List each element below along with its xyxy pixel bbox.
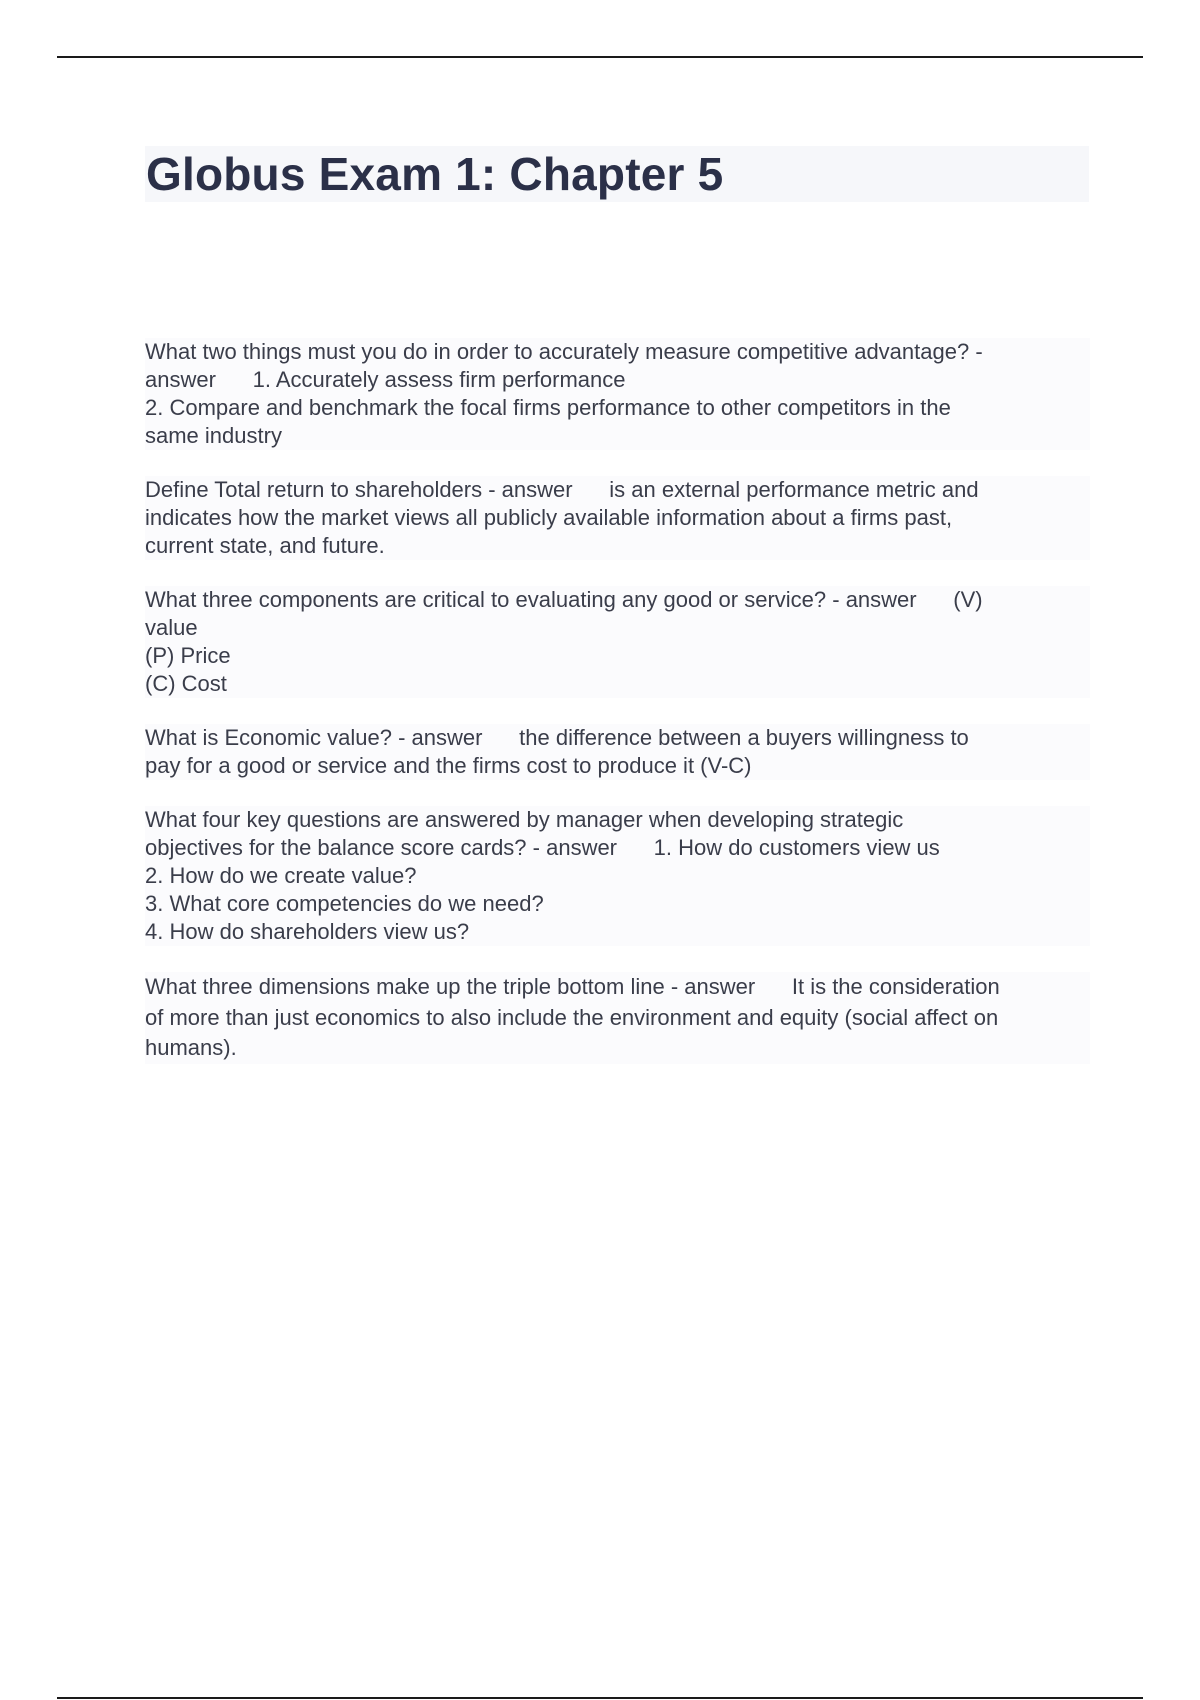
qa-line: answer 1. Accurately assess firm performance bbox=[145, 367, 626, 392]
qa-line: What is Economic value? - answer the difference between a buyers willingness to bbox=[145, 725, 969, 750]
qa-line: of more than just economics to also include the environment and equity (social affect on bbox=[145, 1004, 999, 1030]
qa-line: 3. What core competencies do we need? bbox=[145, 891, 544, 916]
top-rule bbox=[57, 56, 1143, 58]
page-title: Globus Exam 1: Chapter 5 bbox=[146, 148, 724, 200]
qa-line: same industry bbox=[145, 423, 282, 448]
qa-line: (P) Price bbox=[145, 643, 231, 668]
qa-line: value bbox=[145, 615, 198, 640]
qa-card bbox=[145, 338, 1090, 450]
qa-line: 4. How do shareholders view us? bbox=[145, 919, 470, 944]
qa-line: humans). bbox=[145, 1035, 237, 1060]
qa-card bbox=[145, 972, 1090, 1064]
qa-card bbox=[145, 476, 1090, 560]
qa-line: objectives for the balance score cards? - answer 1. How do customers view us bbox=[145, 835, 940, 860]
qa-line: 2. How do we create value? bbox=[145, 863, 417, 888]
qa-line: (C) Cost bbox=[145, 671, 227, 696]
qa-card bbox=[145, 724, 1090, 780]
qa-line: 2. Compare and benchmark the focal firms performance to other competitors in the bbox=[145, 395, 951, 420]
qa-card bbox=[145, 586, 1090, 698]
qa-list bbox=[145, 338, 1090, 1090]
qa-card bbox=[145, 806, 1090, 946]
qa-line: What four key questions are answered by manager when developing strategic bbox=[145, 807, 904, 832]
qa-line: indicates how the market views all publicly available information about a firms past, bbox=[145, 505, 953, 530]
qa-line: Define Total return to shareholders - answer is an external performance metric and bbox=[145, 477, 979, 502]
qa-line: current state, and future. bbox=[145, 533, 385, 558]
qa-line: What three components are critical to evaluating any good or service? - answer (V) bbox=[145, 587, 983, 612]
qa-line: What two things must you do in order to accurately measure competitive advantage? - bbox=[145, 339, 983, 364]
bottom-rule bbox=[57, 1697, 1143, 1699]
qa-line: pay for a good or service and the firms cost to produce it (V-C) bbox=[145, 753, 752, 778]
qa-line: What three dimensions make up the triple bottom line - answer It is the consideration bbox=[145, 974, 1000, 999]
